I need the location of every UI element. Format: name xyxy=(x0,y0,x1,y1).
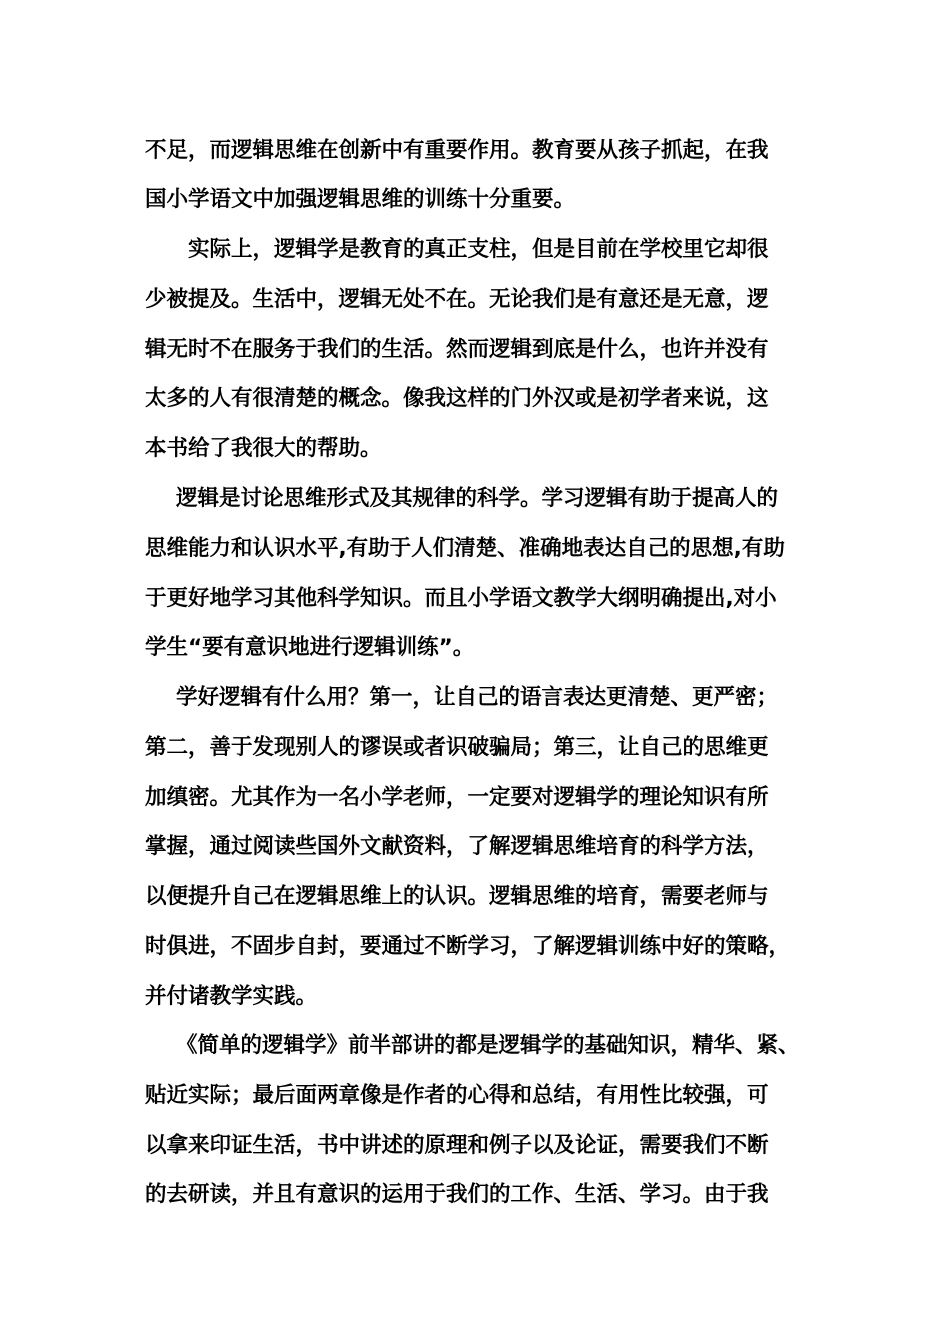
paragraph-start-line: 逻辑是讨论思维形式及其规律的科学。学习逻辑有助于提高人的 xyxy=(176,486,779,511)
text-line: 辑无时不在服务于我们的生活。然而逻辑到底是什么，也许并没有 xyxy=(145,337,769,362)
text-line: 时俱进，不固步自封，要通过不断学习，了解逻辑训练中好的策略， xyxy=(145,934,791,959)
text-line: 于更好地学习其他科学知识。而且小学语文教学大纲明确提出,对小 xyxy=(145,586,777,611)
text-line: 并付诸教学实践。 xyxy=(145,984,318,1009)
text-line: 掌握，通过阅读些国外文献资料，了解逻辑思维培育的科学方法， xyxy=(145,834,769,859)
text-line: 以拿来印证生活，书中讲述的原理和例子以及论证，需要我们不断 xyxy=(145,1133,769,1158)
text-line: 加缜密。尤其作为一名小学老师，一定要对逻辑学的理论知识有所 xyxy=(145,785,769,810)
text-line: 贴近实际；最后面两章像是作者的心得和总结，有用性比较强，可 xyxy=(145,1083,769,1108)
text-line: 的去研读，并且有意识的运用于我们的工作、生活、学习。由于我 xyxy=(145,1182,769,1207)
text-line: 思维能力和认识水平,有助于人们清楚、准确地表达自己的思想,有助 xyxy=(145,536,785,561)
text-line: 本书给了我很大的帮助。 xyxy=(145,436,382,461)
text-line: 国小学语文中加强逻辑思维的训练十分重要。 xyxy=(145,187,576,212)
text-line: 学生“要有意识地进行逻辑训练”。 xyxy=(145,635,475,660)
paragraph-start-line: 《简单的逻辑学》前半部讲的都是逻辑学的基础知识，精华、紧、 xyxy=(176,1033,800,1058)
text-line: 不足，而逻辑思维在创新中有重要作用。教育要从孩子抓起，在我 xyxy=(145,138,769,163)
paragraph-start-line: 实际上，逻辑学是教育的真正支柱，但是目前在学校里它却很 xyxy=(188,237,769,262)
text-line: 以便提升自己在逻辑思维上的认识。逻辑思维的培育，需要老师与 xyxy=(145,884,769,909)
text-line: 第二，善于发现别人的谬误或者识破骗局；第三，让自己的思维更 xyxy=(145,735,769,760)
text-line: 少被提及。生活中，逻辑无处不在。无论我们是有意还是无意，逻 xyxy=(145,287,769,312)
text-line: 太多的人有很清楚的概念。像我这样的门外汉或是初学者来说，这 xyxy=(145,386,769,411)
paragraph-start-line: 学好逻辑有什么用？第一，让自己的语言表达更清楚、更严密； xyxy=(176,685,779,710)
